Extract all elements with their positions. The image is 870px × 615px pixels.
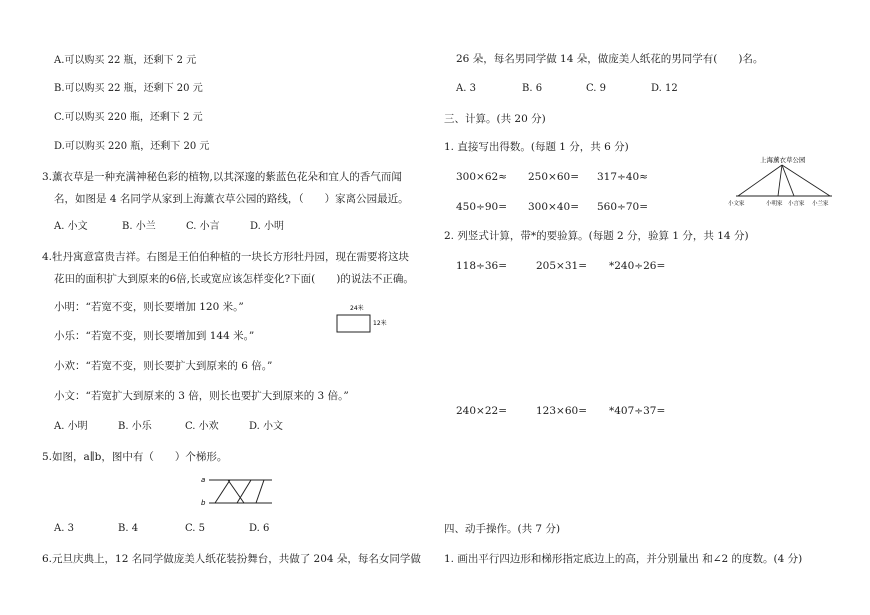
parallel-lines-trapezoid-figure [200, 474, 280, 510]
park-label: 上海薰衣草公园 [760, 156, 806, 164]
calc2-item: 123×60= [536, 405, 587, 417]
q5-option-b[interactable]: B. 4 [118, 523, 139, 534]
route-xiaolan [782, 165, 830, 196]
q3-option-c[interactable]: C. 小言 [186, 221, 220, 232]
calc2-item: 240×22= [456, 405, 507, 417]
line-a-label: a [201, 476, 206, 484]
q2-option-a[interactable]: A.可以购买 22 瓶，还剩下 2 元 [54, 55, 197, 66]
transversal-2 [228, 480, 244, 503]
q3-option-d[interactable]: D. 小明 [250, 221, 285, 232]
calc2-title: 2. 列竖式计算，带*的要验算。(每题 2 分，验算 1 分，共 14 分) [444, 230, 749, 242]
q2-option-b[interactable]: B.可以购买 22 瓶，还剩下 20 元 [54, 83, 203, 94]
q5-option-d[interactable]: D. 6 [249, 523, 270, 534]
route-xiaowen [738, 165, 782, 196]
home-label-xiaoming: 小明家 [766, 201, 783, 207]
q4-text-line2: 花田的面积扩大到原来的6倍,长或宽应该怎样变化?下面( )的说法不正确。 [54, 273, 414, 285]
q6-option-d[interactable]: D. 12 [651, 83, 678, 94]
calc1-item: 300×40= [528, 201, 579, 213]
operation1-text: 1. 画出平行四边形和梯形指定底边上的高，并分别量出 和∠2 的度数。(4 分) [444, 553, 803, 565]
home-label-xiaoyan: 小言家 [788, 201, 805, 207]
calc1-item: 317÷40≈ [597, 171, 648, 183]
q5-option-a[interactable]: A. 3 [54, 523, 74, 534]
line-b-label: b [201, 499, 206, 507]
calc2-item: 205×31= [536, 260, 587, 272]
home-label-xiaowen: 小文家 [728, 201, 745, 207]
calc1-item: 450÷90= [456, 201, 507, 213]
q6-option-b[interactable]: B. 6 [522, 83, 543, 94]
q4-option-d[interactable]: D. 小文 [249, 421, 284, 432]
q5-option-c[interactable]: C. 5 [185, 523, 206, 534]
peony-garden-rectangle-figure [330, 302, 387, 334]
q5-text: 5.如图，a∥b，图中有（ ）个梯形。 [42, 451, 228, 463]
lavender-park-route-map [726, 154, 858, 210]
q4-statement-xiaohuan: 小欢：“若宽不变，则长要扩大到原来的 6 倍。” [54, 360, 273, 372]
q6-text-line1: 6.元旦庆典上，12 名同学做庞美人纸花装扮舞台，共做了 204 朵，每名女同学做 [42, 553, 421, 565]
q4-statement-xiaowen: 小文：“若宽扩大到原来的 3 倍，则长也要扩大到原来的 3 倍。” [54, 390, 349, 402]
section4-title: 四、动手操作。(共 7 分) [444, 523, 561, 535]
rect-top-label: 24米 [350, 305, 364, 312]
calc1-item: 300×62≈ [456, 171, 507, 183]
calc1-item: 560÷70= [597, 201, 648, 213]
q4-statement-xiaole: 小乐：“若宽不变，则长要增加到 144 米。” [54, 330, 255, 342]
section3-title: 三、计算。(共 20 分) [444, 113, 546, 125]
q3-text-line2: 名，如图是 4 名同学从家到上海薰衣草公园的路线，（ ）家离公园最近。 [54, 193, 409, 205]
route-xiaoming [778, 165, 782, 196]
q4-option-c[interactable]: C. 小欢 [185, 421, 219, 432]
q4-text-line1: 4.牡丹寓意富贵吉祥。右图是王伯伯种植的一块长方形牡丹园，现在需要将这块 [42, 251, 410, 263]
q3-option-b[interactable]: B. 小兰 [122, 221, 156, 232]
calc1-item: 250×60= [528, 171, 579, 183]
transversal-1 [215, 480, 230, 503]
q6-text-line2: 26 朵，每名男同学做 14 朵，做庞美人纸花的男同学有( )名。 [456, 53, 764, 65]
q4-option-a[interactable]: A. 小明 [54, 421, 88, 432]
calc1-title: 1. 直接写出得数。(每题 1 分，共 6 分) [444, 141, 629, 153]
calc2-item: 118÷36= [456, 260, 507, 272]
q4-option-b[interactable]: B. 小乐 [118, 421, 152, 432]
rect-side-label: 12米 [373, 320, 387, 327]
q2-option-d[interactable]: D.可以购买 220 瓶，还剩下 20 元 [54, 141, 210, 152]
route-xiaoyan [782, 165, 794, 196]
q3-option-a[interactable]: A. 小文 [54, 221, 88, 232]
calc2-item: *240÷26= [609, 260, 666, 272]
q2-option-c[interactable]: C.可以购买 220 瓶，还剩下 2 元 [54, 112, 203, 123]
calc2-item: *407÷37= [609, 405, 666, 417]
home-label-xiaolan: 小兰家 [812, 201, 829, 207]
garden-rectangle [337, 315, 370, 332]
q6-option-c[interactable]: C. 9 [586, 83, 607, 94]
q3-text-line1: 3.薰衣草是一种充满神秘色彩的植物,以其深邃的紫蓝色花朵和宜人的香气而闻 [42, 171, 402, 183]
transversal-4 [256, 480, 264, 503]
q4-statement-xiaoming: 小明：“若宽不变，则长要增加 120 米。” [54, 301, 244, 313]
transversal-3 [237, 480, 251, 503]
q6-option-a[interactable]: A. 3 [456, 83, 476, 94]
